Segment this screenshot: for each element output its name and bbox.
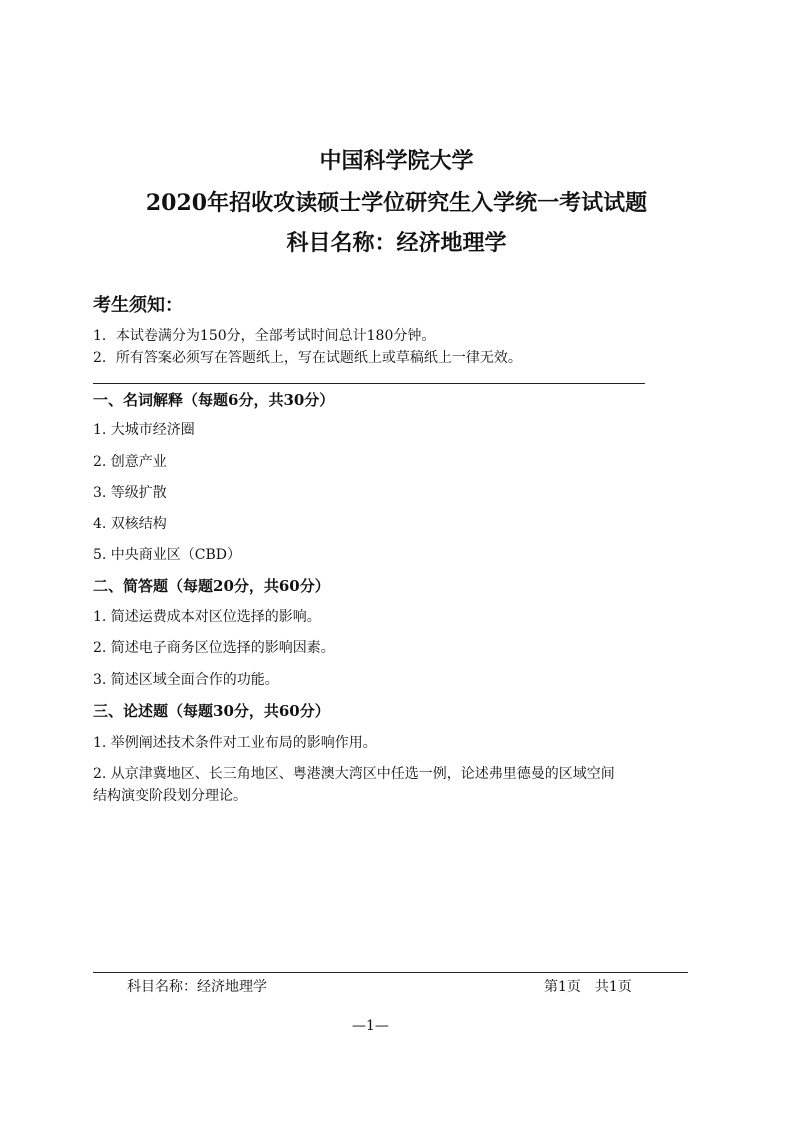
question-item: 2. 创意产业: [93, 454, 167, 470]
page-number: —1—: [352, 1018, 389, 1034]
section-heading: 二、简答题（每题20分，共60分）: [93, 577, 330, 595]
notice-heading: 考生须知：: [93, 295, 183, 316]
question-item: 2. 简述电子商务区位选择的影响因素。: [93, 640, 335, 656]
question-item: 3. 简述区域全面合作的功能。: [93, 672, 279, 688]
footer-page: 第1页 共1页: [544, 979, 632, 995]
subject-title: 科目名称：经济地理学: [286, 230, 507, 256]
question-item: 4. 双核结构: [93, 516, 167, 532]
question-item: 3. 等级扩散: [93, 485, 167, 501]
exam-title: 2020年招收攻读硕士学位研究生入学统一考试试题: [145, 190, 648, 216]
question-item: 5. 中央商业区（CBD）: [93, 547, 242, 563]
section-heading: 一、名词解释（每题6分，共30分）: [93, 391, 335, 409]
section-heading: 三、论述题（每题30分，共60分）: [93, 702, 330, 720]
question-item-continued: 结构演变阶段划分理论。: [93, 788, 247, 804]
question-item: 1. 大城市经济圈: [93, 422, 195, 438]
footer-divider: [93, 972, 688, 973]
question-item: 1. 简述运费成本对区位选择的影响。: [93, 609, 321, 625]
divider: [93, 383, 645, 384]
notice-item: 1．本试卷满分为150分，全部考试时间总计180分钟。: [93, 328, 436, 344]
notice-item: 2．所有答案必须写在答题纸上，写在试题纸上或草稿纸上一律无效。: [93, 350, 522, 366]
question-item: 1. 举例阐述技术条件对工业布局的影响作用。: [93, 735, 377, 751]
footer-subject: 科目名称：经济地理学: [127, 979, 267, 995]
university-title: 中国科学院大学: [319, 148, 474, 174]
question-item: 2. 从京津冀地区、长三角地区、粤港澳大湾区中任选一例，论述弗里德曼的区域空间: [93, 766, 615, 782]
